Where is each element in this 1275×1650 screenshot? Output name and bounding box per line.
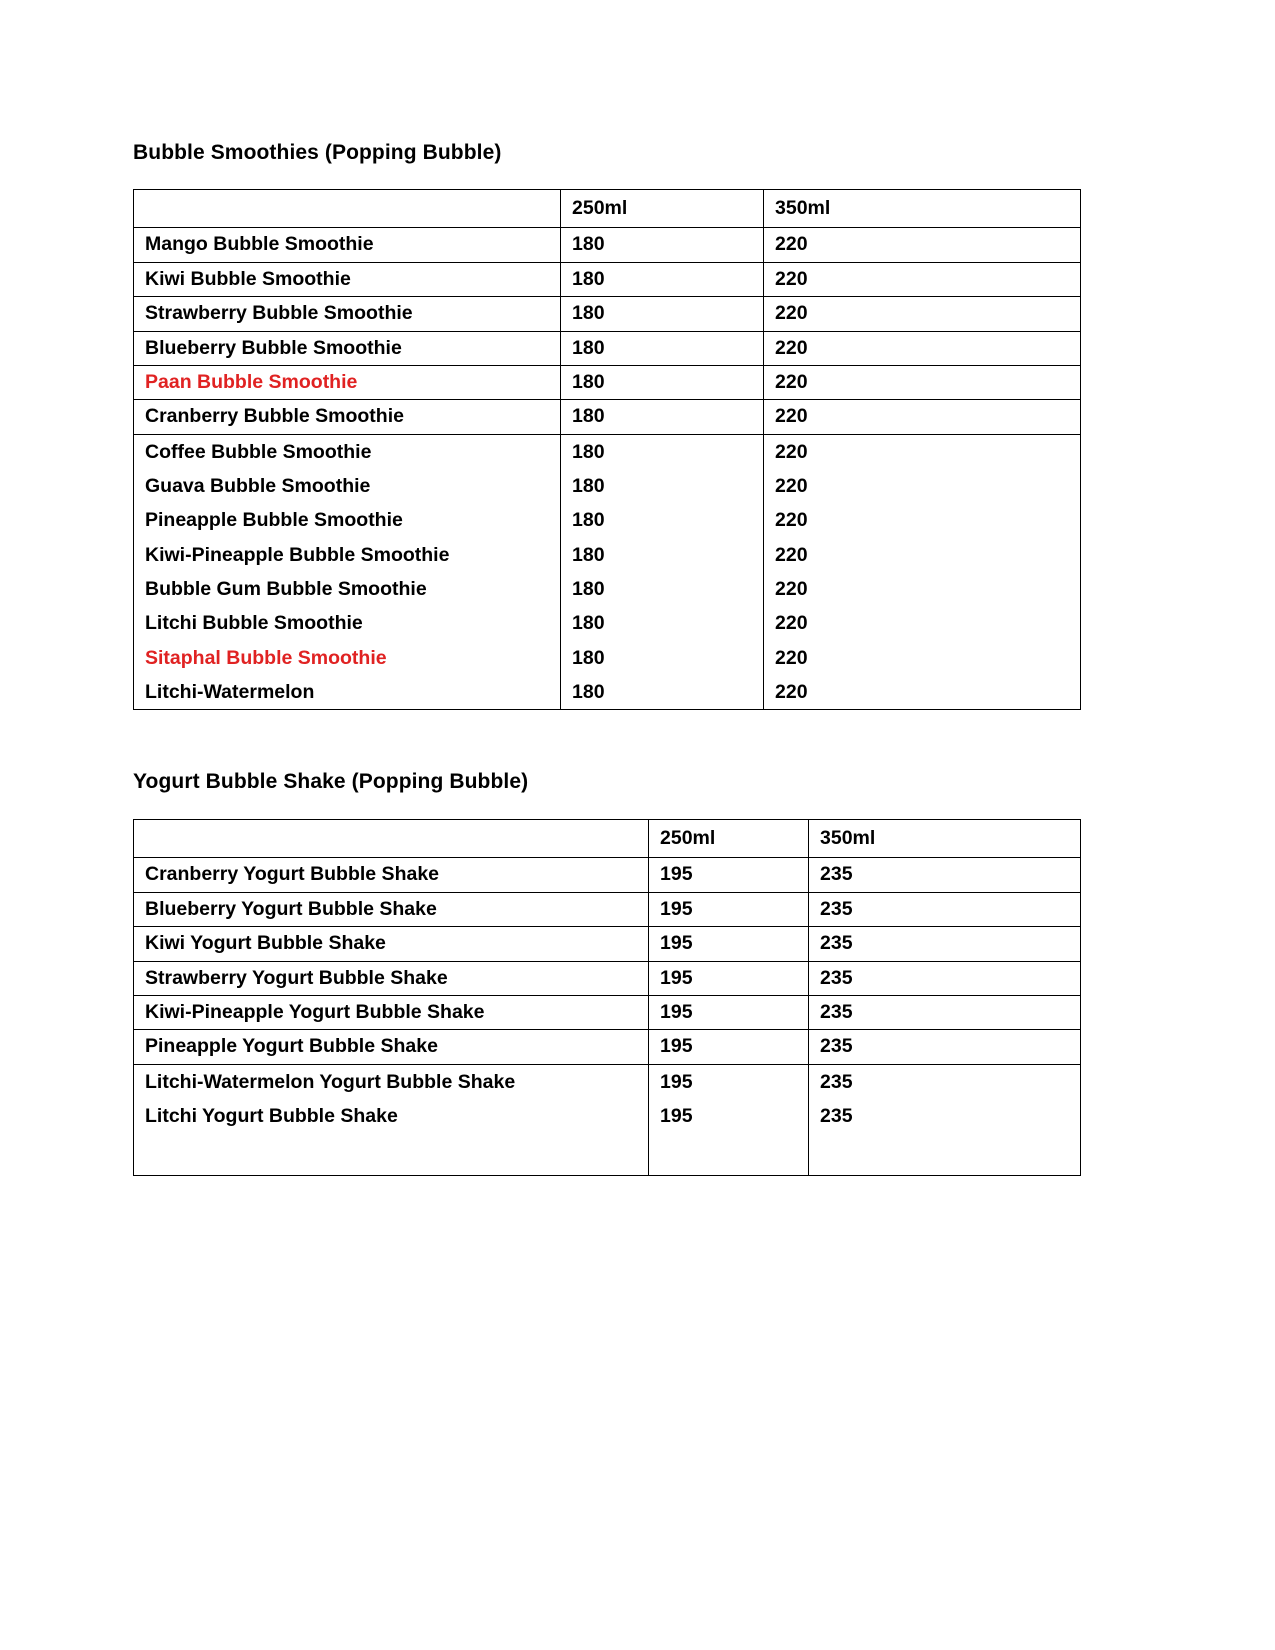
item-name: Mango Bubble Smoothie bbox=[145, 233, 374, 256]
header-label-350ml: 350ml bbox=[820, 827, 876, 850]
item-name-cell bbox=[134, 892, 649, 926]
price-350ml: 235 bbox=[820, 966, 853, 989]
price-350ml-cell bbox=[764, 297, 1081, 331]
price-250ml-cell bbox=[649, 1030, 809, 1064]
merged-cell-empty-space bbox=[134, 1133, 648, 1175]
merged-cell-empty-space bbox=[649, 1133, 808, 1175]
price-350ml: 220 bbox=[775, 680, 808, 703]
table-merged-row bbox=[134, 1064, 1081, 1176]
item-name: Pineapple Bubble Smoothie bbox=[145, 509, 403, 532]
item-name: Strawberry Bubble Smoothie bbox=[145, 302, 413, 325]
item-name-cell bbox=[134, 1030, 649, 1064]
table-merged-row bbox=[134, 434, 1081, 709]
item-name: Sitaphal Bubble Smoothie bbox=[145, 646, 387, 669]
price-250ml-cell bbox=[561, 400, 764, 434]
item-name-cell bbox=[134, 366, 561, 400]
table-row bbox=[134, 400, 1081, 434]
price-350ml-merged-cell bbox=[764, 434, 1081, 709]
price-250ml: 180 bbox=[572, 371, 605, 394]
price-350ml: 220 bbox=[775, 543, 808, 566]
price-350ml: 220 bbox=[775, 302, 808, 325]
item-name-cell bbox=[134, 228, 561, 262]
item-name: Kiwi-Pineapple Bubble Smoothie bbox=[145, 543, 450, 566]
price-250ml: 180 bbox=[572, 509, 605, 532]
table-row bbox=[134, 927, 1081, 961]
table-row bbox=[134, 297, 1081, 331]
header-label-350ml: 350ml bbox=[775, 197, 831, 220]
item-name: Litchi Bubble Smoothie bbox=[145, 612, 363, 635]
price-350ml-cell bbox=[809, 1030, 1081, 1064]
table-row bbox=[134, 366, 1081, 400]
item-name: Pineapple Yogurt Bubble Shake bbox=[145, 1035, 438, 1058]
header-cell-item bbox=[134, 820, 649, 858]
item-name-cell bbox=[134, 262, 561, 296]
header-label-250ml: 250ml bbox=[660, 827, 716, 850]
item-name: Litchi Yogurt Bubble Shake bbox=[145, 1105, 398, 1128]
price-250ml: 180 bbox=[572, 612, 605, 635]
item-name-cell bbox=[134, 927, 649, 961]
price-250ml: 195 bbox=[660, 897, 693, 920]
price-250ml: 180 bbox=[572, 543, 605, 566]
price-250ml-merged-cell bbox=[649, 1064, 809, 1176]
price-350ml-cell bbox=[764, 400, 1081, 434]
price-350ml-cell bbox=[809, 996, 1081, 1030]
price-350ml: 235 bbox=[820, 932, 853, 955]
price-350ml: 220 bbox=[775, 509, 808, 532]
item-name: Litchi-Watermelon bbox=[145, 680, 315, 703]
item-name-cell bbox=[134, 858, 649, 892]
price-250ml: 180 bbox=[572, 233, 605, 256]
price-250ml: 195 bbox=[660, 1035, 693, 1058]
price-350ml-cell bbox=[764, 262, 1081, 296]
table-row bbox=[134, 1030, 1081, 1064]
header-label-item bbox=[134, 820, 648, 834]
item-name: Blueberry Bubble Smoothie bbox=[145, 336, 402, 359]
table-header-row bbox=[134, 190, 1081, 228]
table-row bbox=[134, 858, 1081, 892]
item-name-cell bbox=[134, 961, 649, 995]
table-row bbox=[134, 331, 1081, 365]
price-250ml-cell bbox=[561, 297, 764, 331]
table-row bbox=[134, 228, 1081, 262]
item-name: Kiwi Bubble Smoothie bbox=[145, 267, 351, 290]
item-name: Bubble Gum Bubble Smoothie bbox=[145, 578, 427, 601]
item-name: Cranberry Bubble Smoothie bbox=[145, 405, 404, 428]
item-name: Paan Bubble Smoothie bbox=[145, 371, 358, 394]
price-250ml: 180 bbox=[572, 475, 605, 498]
price-350ml: 220 bbox=[775, 646, 808, 669]
bubble-smoothies-price-table bbox=[133, 189, 1081, 710]
item-name-cell bbox=[134, 297, 561, 331]
price-350ml-cell bbox=[809, 858, 1081, 892]
header-label-item bbox=[134, 190, 560, 204]
item-name: Guava Bubble Smoothie bbox=[145, 475, 371, 498]
price-250ml-cell bbox=[649, 996, 809, 1030]
price-250ml-cell bbox=[561, 262, 764, 296]
price-350ml-cell bbox=[809, 961, 1081, 995]
price-350ml: 220 bbox=[775, 233, 808, 256]
price-250ml: 180 bbox=[572, 267, 605, 290]
price-250ml: 195 bbox=[660, 1001, 693, 1024]
price-350ml: 220 bbox=[775, 612, 808, 635]
price-250ml: 180 bbox=[572, 680, 605, 703]
item-name: Coffee Bubble Smoothie bbox=[145, 440, 372, 463]
item-name-cell bbox=[134, 400, 561, 434]
price-250ml: 195 bbox=[660, 863, 693, 886]
item-name-merged-cell bbox=[134, 1064, 649, 1176]
price-250ml-cell bbox=[649, 892, 809, 926]
price-350ml: 235 bbox=[820, 1035, 853, 1058]
price-250ml: 180 bbox=[572, 336, 605, 359]
table-row bbox=[134, 892, 1081, 926]
price-250ml-cell bbox=[649, 927, 809, 961]
price-350ml: 235 bbox=[820, 1070, 853, 1093]
table-row bbox=[134, 996, 1081, 1030]
item-name: Kiwi-Pineapple Yogurt Bubble Shake bbox=[145, 1001, 485, 1024]
price-350ml-cell bbox=[764, 366, 1081, 400]
item-name: Strawberry Yogurt Bubble Shake bbox=[145, 966, 448, 989]
price-250ml: 195 bbox=[660, 1105, 693, 1128]
item-name: Cranberry Yogurt Bubble Shake bbox=[145, 863, 440, 886]
price-250ml-cell bbox=[561, 228, 764, 262]
table-row bbox=[134, 961, 1081, 995]
table-header-row bbox=[134, 820, 1081, 858]
price-350ml: 235 bbox=[820, 1001, 853, 1024]
price-350ml: 220 bbox=[775, 475, 808, 498]
price-250ml: 180 bbox=[572, 578, 605, 601]
price-250ml: 195 bbox=[660, 966, 693, 989]
price-350ml: 220 bbox=[775, 440, 808, 463]
price-350ml: 220 bbox=[775, 578, 808, 601]
price-350ml: 235 bbox=[820, 897, 853, 920]
price-250ml: 195 bbox=[660, 1070, 693, 1093]
merged-cell-empty-space bbox=[809, 1133, 1080, 1175]
price-250ml: 180 bbox=[572, 405, 605, 428]
price-250ml: 180 bbox=[572, 440, 605, 463]
table-row bbox=[134, 262, 1081, 296]
item-name: Blueberry Yogurt Bubble Shake bbox=[145, 897, 437, 920]
price-250ml-cell bbox=[649, 858, 809, 892]
header-label-250ml: 250ml bbox=[572, 197, 628, 220]
header-cell-350ml bbox=[764, 190, 1081, 228]
price-250ml: 180 bbox=[572, 646, 605, 669]
item-name-merged-cell bbox=[134, 434, 561, 709]
item-name-cell bbox=[134, 331, 561, 365]
item-name: Kiwi Yogurt Bubble Shake bbox=[145, 932, 386, 955]
price-350ml-cell bbox=[809, 892, 1081, 926]
item-name-cell bbox=[134, 996, 649, 1030]
price-350ml-cell bbox=[809, 927, 1081, 961]
item-name: Litchi-Watermelon Yogurt Bubble Shake bbox=[145, 1070, 516, 1093]
price-250ml: 180 bbox=[572, 302, 605, 325]
header-cell-350ml bbox=[809, 820, 1081, 858]
yogurt-shakes-price-table bbox=[133, 819, 1081, 1176]
section-title-bubble-smoothies: Bubble Smoothies (Popping Bubble) bbox=[133, 141, 502, 164]
price-350ml: 220 bbox=[775, 371, 808, 394]
price-350ml: 220 bbox=[775, 405, 808, 428]
header-cell-250ml bbox=[649, 820, 809, 858]
price-350ml-cell bbox=[764, 228, 1081, 262]
price-350ml-cell bbox=[764, 331, 1081, 365]
price-350ml: 235 bbox=[820, 863, 853, 886]
header-cell-250ml bbox=[561, 190, 764, 228]
price-250ml-cell bbox=[561, 366, 764, 400]
header-cell-item bbox=[134, 190, 561, 228]
price-250ml: 195 bbox=[660, 932, 693, 955]
price-250ml-cell bbox=[561, 331, 764, 365]
price-350ml-merged-cell bbox=[809, 1064, 1081, 1176]
section-yogurt-shakes bbox=[133, 770, 1081, 1176]
section-bubble-smoothies bbox=[133, 141, 1081, 710]
price-250ml-cell bbox=[649, 961, 809, 995]
price-250ml-merged-cell bbox=[561, 434, 764, 709]
price-350ml: 220 bbox=[775, 336, 808, 359]
section-title-yogurt-shakes: Yogurt Bubble Shake (Popping Bubble) bbox=[133, 770, 529, 793]
price-350ml: 220 bbox=[775, 267, 808, 290]
price-350ml: 235 bbox=[820, 1105, 853, 1128]
